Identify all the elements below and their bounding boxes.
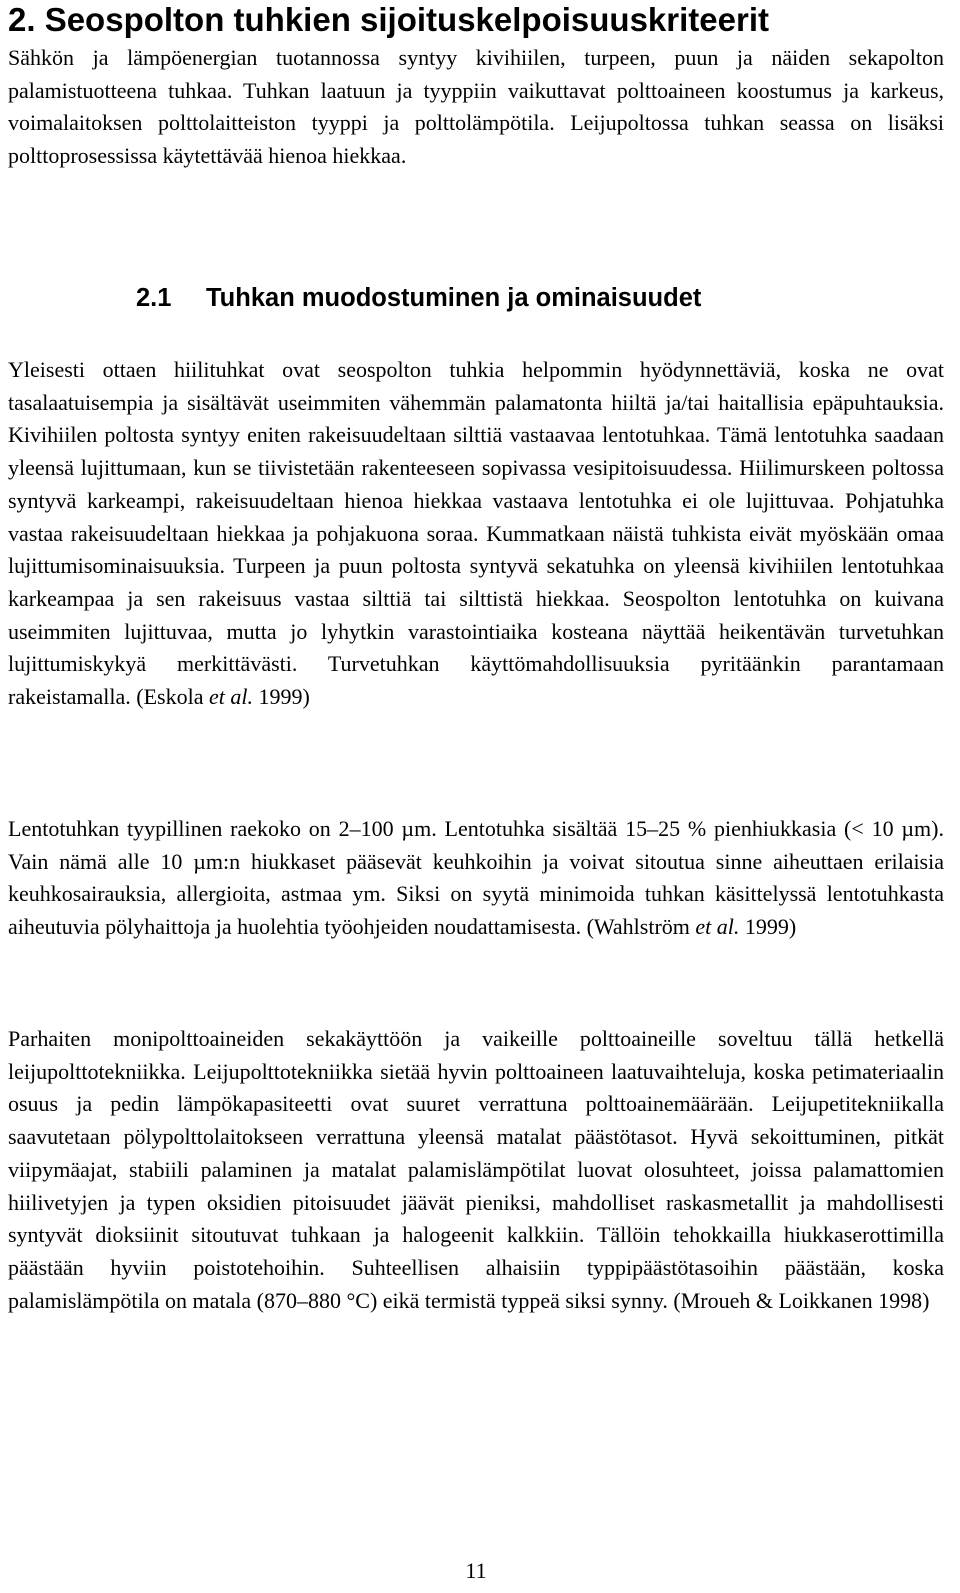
paragraph-text: Lentotuhkan tyypillinen raekoko on 2–100 µm. Lentotuhka sisältää 15–25 % pienhiukkasia (< 10 µm). Vain nämä alle 10 µm:n hiukkaset pääsevät keuhkoihin ja voivat sitoutua sinne aiheuttaen erilaisia keuhkosairauksia, allergioita, astmaa ym. Siksi on syytä minimoida tuhkan käsittelyssä lentotuhkasta aiheutuvia pölyhaittoja ja huolehtia työohjeiden noudattamisesta. (Wahlström	[8, 816, 944, 940]
paragraph-fluidized-bed: Parhaiten monipolttoaineiden sekakäyttöön ja vaikeille polttoaineille soveltuu tällä hetkellä leijupolttotekniikka. Leijupolttotekniikka sietää hyvin polttoaineen laatuvaihteluja, koska petimateriaalin osuus ja pedin lämpökapasiteetti ovat suuret verrattuna polttoainemäärään. Leijupetitekniikalla saavutetaan pölypolttolaitokseen verrattuna yleensä matalat päästötasot. Hyvä sekoittuminen, pitkät viipymäajat, stabiili palaminen ja matalat palamislämpötilat luovat olosuhteet, joissa palamattomien hiilivetyjen ja typen oksidien pitoisuudet jäävät pieniksi, mahdolliset raskasmetallit ja mahdollisesti syntyvät dioksiinit sitoutuvat tuhkaan ja halogeenit kalkkiin. Tällöin tehokkailla hiukkaserottimilla päästään hyviin poistotehoihin. Suhteellisen alhaisiin typpipäästötasoihin päästään, koska palamislämpötila on matala (870–880 °C) eikä termistä typpeä siksi synny. (Mroueh & Loikkanen 1998)	[8, 1026, 944, 1313]
chapter-title: 2. Seospolton tuhkien sijoituskelpoisuuskriteerit	[8, 1, 769, 38]
paragraph-ash-properties	[8, 354, 944, 714]
paragraph-text: Yleisesti ottaen hiilituhkat ovat seospolton tuhkia helpommin hyödynnettäviä, koska ne ovat tasalaatuisempia ja sisältävät useimmiten vähemmän palamatonta hiiltä ja/tai haitallisia epäpuhtauksia. Kivihiilen poltosta syntyy eniten rakeisuudeltaan silttiä vastaavaa lentotuhkaa. Tämä lentotuhka saadaan yleensä lujittumaan, kun se tiivistetään rakenteeseen sopivassa vesipitoisuudessa. Hiilimurskeen poltossa syntyvä karkeampi, rakeisuudeltaan hienoa hiekkaa vastaava lentotuhka ei ole lujittuvaa. Pohjatuhka vastaa rakeisuudeltaan hiekkaa ja pohjakuona soraa. Kummatkaan näistä tuhkista eivät myöskään omaa lujittumisominaisuuksia. Turpeen ja puun poltosta syntyvä sekatuhka on yleensä kivihiilen lentotuhkaa karkeampaa ja sen rakeisuus vastaa silttiä tai silttistä hiekkaa. Seospolton lentotuhka on kuivana useimmiten lujittuvaa, mutta jo lyhytkin varastointiaika kosteana näyttää heikentävän turvetuhkan lujittumiskykyä merkittävästi. Turvetuhkan käyttömahdollisuuksia pyritäänkin parantamaan rakeistamalla. (Eskola	[8, 357, 944, 710]
intro-paragraph: Sähkön ja lämpöenergian tuotannossa syntyy kivihiilen, turpeen, puun ja näiden sekapolton palamistuotteena tuhkaa. Tuhkan laatuun ja tyyppiin vaikuttavat polttoaineen koostumus ja karkeus, voimalaitoksen polttolaitteiston tyyppi ja polttolämpötila. Leijupoltossa tuhkan seassa on lisäksi polttoprosessissa käytettävää hienoa hiekkaa.	[8, 45, 944, 169]
section-title: Tuhkan muodostuminen ja ominaisuudet	[206, 284, 702, 312]
citation-et-al: et al.	[695, 914, 740, 940]
section-number: 2.1	[136, 284, 172, 312]
citation-year: 1999)	[252, 684, 310, 710]
section-heading	[136, 282, 701, 314]
page-number: 11	[465, 1558, 487, 1583]
citation-year: 1999)	[739, 914, 797, 940]
citation-et-al: et al.	[208, 684, 253, 710]
paragraph-particle-size	[8, 813, 944, 944]
